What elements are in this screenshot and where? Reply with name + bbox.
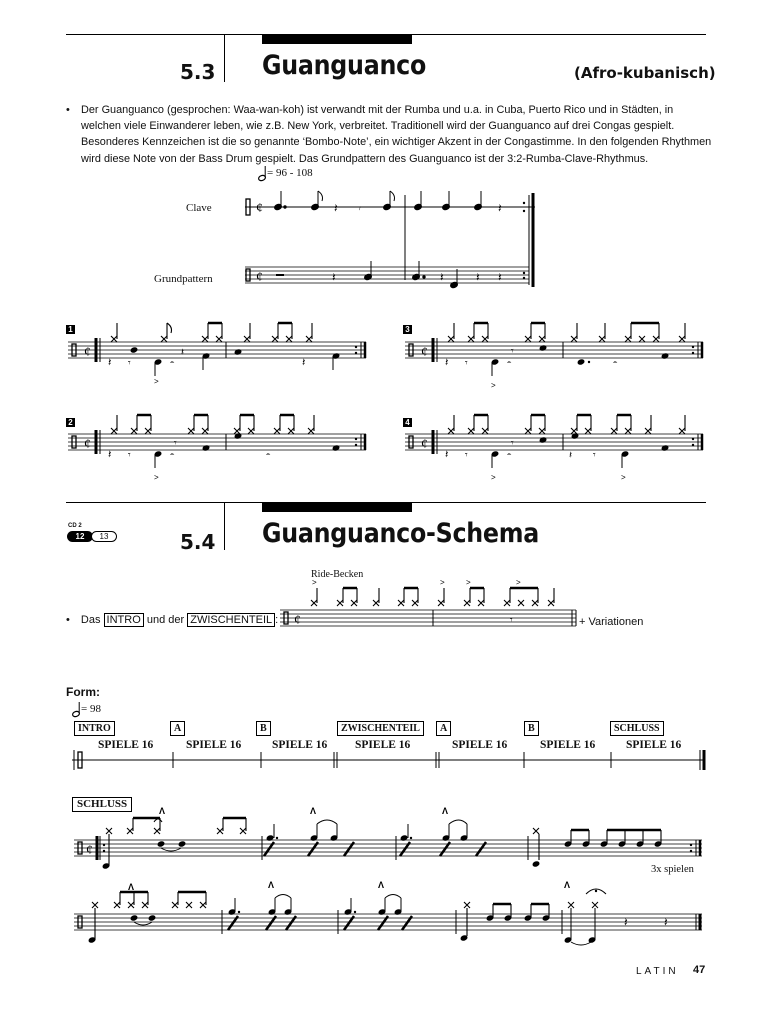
svg-text:𝄾: 𝄾 bbox=[174, 438, 177, 449]
clave-grundpattern-score bbox=[240, 185, 540, 295]
svg-text:¢: ¢ bbox=[84, 437, 91, 452]
svg-text:>: > bbox=[466, 578, 471, 587]
section-title-54: Guanguanco-Schema bbox=[262, 518, 540, 549]
intro-box: INTRO bbox=[104, 613, 144, 627]
intro-text-before: Das bbox=[80, 614, 101, 626]
form-box-intro: INTRO bbox=[74, 721, 115, 736]
intro-line bbox=[66, 614, 278, 626]
svg-text:Λ: Λ bbox=[564, 880, 571, 890]
svg-text:𝄽: 𝄽 bbox=[445, 449, 449, 461]
repeat-note: 3x spielen bbox=[651, 864, 694, 875]
svg-text:𝄼: 𝄼 bbox=[507, 357, 512, 369]
intro-paragraph bbox=[66, 102, 716, 167]
schluss-box: SCHLUSS bbox=[72, 797, 132, 812]
staff-label-grundpattern: Grundpattern bbox=[154, 273, 213, 285]
svg-text:𝄾: 𝄾 bbox=[510, 615, 513, 626]
section-number-54: 5.4 bbox=[180, 530, 216, 554]
svg-text:𝄾: 𝄾 bbox=[128, 450, 131, 461]
svg-text:>: > bbox=[491, 473, 496, 482]
svg-text:¢: ¢ bbox=[84, 345, 91, 360]
svg-text:𝄽: 𝄽 bbox=[445, 357, 449, 369]
svg-text:>: > bbox=[154, 377, 159, 386]
form-staff bbox=[72, 748, 708, 772]
svg-text:Λ: Λ bbox=[378, 880, 385, 890]
svg-text:¢: ¢ bbox=[421, 437, 428, 452]
form-label: Form: bbox=[66, 685, 100, 699]
svg-text:𝄽: 𝄽 bbox=[498, 201, 502, 215]
tempo-marking: = 96 - 108 bbox=[267, 167, 313, 179]
svg-text:Λ: Λ bbox=[128, 882, 135, 892]
svg-text:>: > bbox=[516, 578, 521, 587]
svg-text:𝄼: 𝄼 bbox=[170, 449, 175, 461]
svg-text:𝄽: 𝄽 bbox=[108, 357, 112, 369]
svg-text:𝄾: 𝄾 bbox=[465, 358, 468, 369]
svg-text:𝄽: 𝄽 bbox=[334, 201, 338, 215]
svg-text:>: > bbox=[491, 381, 496, 390]
form-box-zwischenteil: ZWISCHENTEIL bbox=[337, 721, 424, 736]
schluss-score-line-2 bbox=[72, 880, 708, 950]
svg-text:𝄼: 𝄼 bbox=[266, 449, 271, 461]
page-number: 47 bbox=[693, 964, 706, 976]
svg-text:>: > bbox=[621, 473, 626, 482]
cd-track-badge bbox=[67, 531, 117, 543]
svg-text:Λ: Λ bbox=[442, 806, 449, 816]
svg-text:¢: ¢ bbox=[256, 270, 263, 285]
paragraph-text: Der Guanguanco (gesprochen: Waa-wan-koh) ist verwandt mit der Rumba und u.a. in Cuba, Puerto Rico und in Städten, in welchen viele Einwanderer leben, wie z.B. New York, verbreitet. Traditionell wird der Guanguanco auf drei Congas gespielt. Besonderes Kennzeichen ist die so genannte ‘Bombo-Note’, ein wichtiger Akzent in der Congastimme. In den folgenden Rhythmen wird diese Note von der Bass Drum gespielt. Das Grundpattern des Guanguanco ist der 3:2-Rumba-Clave-Rhythmus. bbox=[81, 104, 712, 165]
svg-text:𝄽: 𝄽 bbox=[624, 915, 628, 929]
staff-label-clave: Clave bbox=[186, 202, 212, 214]
section-title-53: Guanguanco bbox=[262, 50, 427, 81]
chapter-footer: LATIN bbox=[636, 966, 679, 977]
svg-text:𝄽: 𝄽 bbox=[569, 450, 573, 461]
title-bar-54 bbox=[262, 502, 412, 512]
svg-text:𝄽: 𝄽 bbox=[476, 270, 480, 284]
svg-text:𝄽: 𝄽 bbox=[498, 270, 502, 284]
form-spiele-7: SPIELE 16 bbox=[626, 739, 682, 751]
form-box-b1: B bbox=[256, 721, 271, 736]
svg-text:𝄼: 𝄼 bbox=[613, 357, 618, 369]
schluss-score-line-1 bbox=[72, 800, 708, 870]
svg-text:𝄼: 𝄼 bbox=[170, 357, 175, 369]
svg-text:𝄽: 𝄽 bbox=[302, 357, 306, 369]
ride-pattern-score bbox=[278, 580, 578, 640]
svg-text:𝄾: 𝄾 bbox=[511, 438, 514, 449]
variations-text: + Variationen bbox=[579, 616, 644, 628]
svg-text:¢: ¢ bbox=[421, 345, 428, 360]
section-subtitle-53: (Afro-kubanisch) bbox=[574, 64, 716, 82]
header-divider-54 bbox=[224, 502, 225, 550]
bullet: • bbox=[66, 614, 70, 626]
svg-text:𝄽: 𝄽 bbox=[108, 449, 112, 461]
intro-text-mid: und der bbox=[146, 614, 185, 626]
form-box-b2: B bbox=[524, 721, 539, 736]
example-number-3: 3 bbox=[403, 325, 412, 334]
svg-text:Λ: Λ bbox=[268, 880, 275, 890]
svg-text:Λ: Λ bbox=[159, 806, 166, 816]
svg-text:¢: ¢ bbox=[256, 201, 263, 216]
form-spiele-5: SPIELE 16 bbox=[452, 739, 508, 751]
bullet: • bbox=[66, 104, 70, 116]
form-box-schluss: SCHLUSS bbox=[610, 721, 664, 736]
ride-label: Ride-Becken bbox=[311, 569, 364, 580]
title-bar-53 bbox=[262, 34, 412, 44]
example-score-2 bbox=[66, 410, 371, 490]
svg-text:𝄽: 𝄽 bbox=[664, 915, 668, 929]
svg-text:>: > bbox=[154, 473, 159, 482]
form-spiele-1: SPIELE 16 bbox=[98, 739, 154, 751]
svg-text:𝄾: 𝄾 bbox=[465, 450, 468, 461]
svg-text:>: > bbox=[312, 578, 317, 587]
example-number-2: 2 bbox=[66, 418, 75, 427]
example-score-4 bbox=[403, 410, 708, 490]
example-score-1 bbox=[66, 318, 371, 388]
cd-label: CD 2 bbox=[68, 523, 82, 529]
form-tempo: = 98 bbox=[81, 703, 101, 715]
form-box-a1: A bbox=[170, 721, 185, 736]
svg-text:𝄽: 𝄽 bbox=[181, 347, 185, 358]
form-spiele-3: SPIELE 16 bbox=[272, 739, 328, 751]
example-number-4: 4 bbox=[403, 418, 412, 427]
zwischenteil-box: ZWISCHENTEIL bbox=[187, 613, 275, 627]
svg-text:𝄾: 𝄾 bbox=[358, 203, 361, 215]
intro-colon: : bbox=[275, 614, 279, 626]
section-number-53: 5.3 bbox=[180, 60, 216, 84]
svg-text:Λ: Λ bbox=[310, 806, 317, 816]
svg-text:¢: ¢ bbox=[86, 843, 93, 858]
svg-text:𝄼: 𝄼 bbox=[507, 449, 512, 461]
svg-text:𝄾: 𝄾 bbox=[511, 346, 514, 357]
form-spiele-4: SPIELE 16 bbox=[355, 739, 411, 751]
form-spiele-6: SPIELE 16 bbox=[540, 739, 596, 751]
form-box-a2: A bbox=[436, 721, 451, 736]
svg-text:>: > bbox=[440, 578, 445, 587]
example-number-1: 1 bbox=[66, 325, 75, 334]
svg-text:𝄾: 𝄾 bbox=[128, 358, 131, 369]
example-score-3 bbox=[403, 318, 708, 398]
cd-track-current: 12 bbox=[67, 531, 93, 542]
cd-track-next: 13 bbox=[91, 531, 117, 542]
header-divider-53 bbox=[224, 34, 225, 82]
svg-text:¢: ¢ bbox=[294, 613, 301, 628]
form-spiele-2: SPIELE 16 bbox=[186, 739, 242, 751]
svg-text:𝄽: 𝄽 bbox=[440, 270, 444, 284]
svg-text:𝄾: 𝄾 bbox=[593, 450, 596, 461]
svg-text:𝄽: 𝄽 bbox=[332, 270, 336, 284]
